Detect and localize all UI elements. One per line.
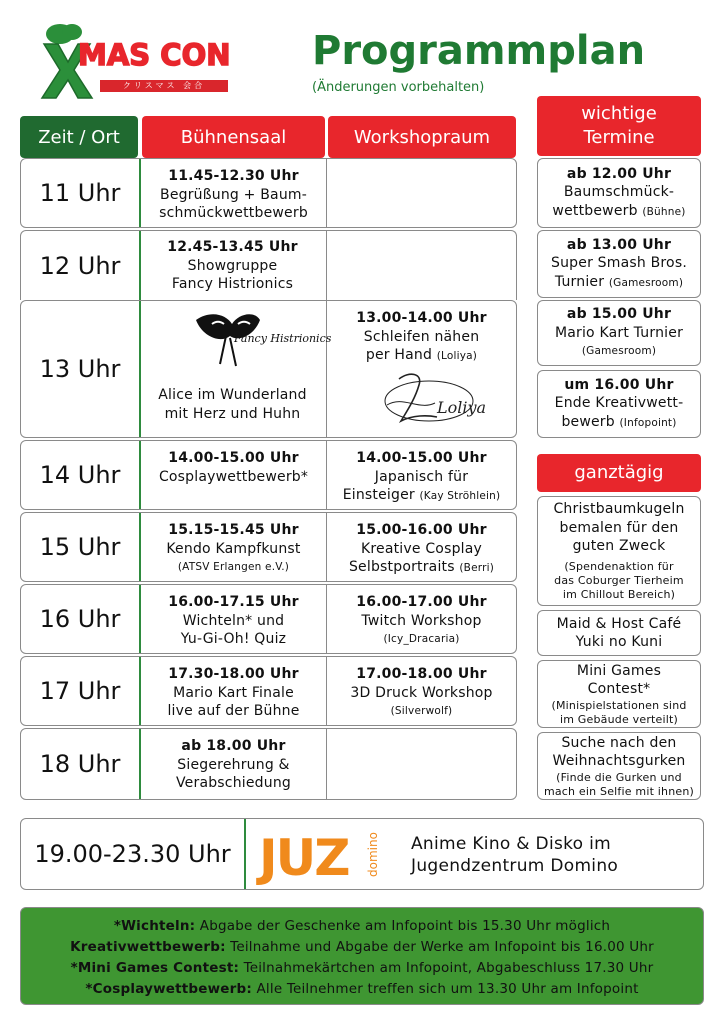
- event-time: 14.00-15.00 Uhr: [168, 450, 299, 466]
- event-time: 17.00-18.00 Uhr: [356, 666, 487, 682]
- stage-event: [141, 665, 326, 721]
- workshop-event: [327, 449, 516, 506]
- column-divider: [326, 231, 327, 300]
- footer-note: [21, 958, 703, 979]
- activity-note: im Chillout Bereich): [562, 587, 676, 601]
- termin-line: bewerb: [561, 413, 615, 430]
- event-time: 11.45-12.30 Uhr: [168, 168, 299, 184]
- event-time: 16.00-17.00 Uhr: [356, 594, 487, 610]
- time-label: 12 Uhr: [21, 231, 141, 300]
- activity-note: im Gebäude verteilt): [559, 712, 679, 726]
- column-divider: [326, 729, 327, 799]
- event-line: Schleifen nähen: [363, 328, 480, 345]
- xmascon-logo: [38, 22, 238, 102]
- activity-line: Weihnachtsgurken: [552, 753, 686, 769]
- footer-note: [21, 979, 703, 1000]
- evening-event: [20, 818, 704, 890]
- termin-line: wettbewerb: [552, 202, 638, 219]
- activity-note: (Finde die Gurken und: [556, 770, 682, 784]
- event-line: Showgruppe: [187, 257, 278, 274]
- ganztaegig-box: [537, 496, 701, 606]
- event-time: 13.00-14.00 Uhr: [356, 310, 487, 326]
- column-divider: [326, 159, 327, 227]
- event-time: 17.30-18.00 Uhr: [168, 666, 299, 682]
- stage-event: [141, 449, 326, 486]
- footer-note: [21, 916, 703, 937]
- termin-box: [537, 230, 701, 298]
- evening-line: Jugendzentrum Domino: [411, 856, 619, 876]
- loliya-logo: [379, 365, 487, 431]
- termin-line: Turnier: [554, 273, 605, 290]
- event-line: Selbstportraits: [348, 559, 455, 575]
- event-host: (Kay Ströhlein): [419, 490, 501, 502]
- footer-note-text: Teilnahme und Abgabe der Werke am Infopoint bis 16.00 Uhr: [225, 939, 654, 955]
- activity-line: Maid & Host Café: [556, 615, 682, 632]
- event-line: 3D Druck Workshop: [350, 684, 493, 701]
- header-workshopraum: Workshopraum: [328, 116, 516, 158]
- time-label: 18 Uhr: [21, 729, 141, 799]
- event-time: 12.45-13.45 Uhr: [167, 239, 298, 255]
- footer-note-text: Teilnahmekärtchen am Infopoint, Abgabeschluss 17.30 Uhr: [239, 960, 654, 976]
- footer-note-text: Alle Teilnehmer treffen sich um 13.30 Uhr am Infopoint: [252, 981, 639, 997]
- activity-line: Mini Games: [576, 662, 662, 679]
- stage-event: [140, 238, 325, 294]
- activity-line: Contest*: [587, 681, 651, 697]
- stage-event-continued: [140, 386, 325, 423]
- page-subtitle: (Änderungen vorbehalten): [312, 80, 485, 95]
- stage-event: [141, 167, 326, 223]
- time-label: 11 Uhr: [21, 159, 141, 227]
- fancy-histrionics-logo-text: Fancy Histrionics: [234, 332, 332, 345]
- time-label: 13 Uhr: [21, 301, 141, 437]
- termin-line: Super Smash Bros.: [551, 255, 687, 272]
- header-ganztaegig: ganztägig: [537, 454, 701, 492]
- activity-note: (Minispielstationen sind: [551, 698, 687, 712]
- juz-domino-logo: [259, 829, 389, 887]
- footer-note: [21, 937, 703, 958]
- footer-note-title: *Mini Games Contest:: [70, 960, 240, 976]
- event-line: Kendo Kampfkunst: [166, 540, 301, 557]
- termin-location: (Infopoint): [619, 416, 677, 429]
- event-line: live auf der Bühne: [167, 703, 300, 719]
- termin-box: [537, 300, 701, 366]
- ganztaegig-box: [537, 732, 701, 800]
- event-host: (ATSV Erlangen e.V.): [177, 561, 290, 573]
- workshop-event: [327, 593, 516, 649]
- event-line: Verabschiedung: [175, 775, 291, 791]
- termin-time: ab 12.00 Uhr: [566, 165, 672, 182]
- event-line: Alice im Wunderland: [158, 387, 307, 403]
- stage-event: [141, 737, 326, 793]
- activity-line: Suche nach den: [561, 734, 677, 751]
- event-line: Siegerehrung &: [177, 756, 290, 773]
- fancy-histrionics-logo: [190, 306, 332, 370]
- event-line: Wichteln* und: [182, 612, 285, 629]
- event-line: Begrüßung + Baum-: [160, 186, 307, 203]
- juz-logo-text: JUZ: [259, 829, 349, 887]
- ganztaegig-box: [537, 660, 701, 728]
- evening-time: 19.00-23.30 Uhr: [21, 819, 246, 889]
- event-host: (Berri): [459, 562, 495, 574]
- event-line: schmückwettbewerb: [159, 205, 308, 221]
- event-line: Yu-Gi-Oh! Quiz: [180, 631, 287, 647]
- event-time: ab 18.00 Uhr: [181, 738, 286, 754]
- event-host: (Icy_Dracaria): [383, 633, 460, 645]
- event-line: Fancy Histrionics: [171, 276, 294, 292]
- footer-note-title: Kreativwettbewerb:: [70, 939, 226, 955]
- footer-notes: [20, 907, 704, 1005]
- activity-note: mach ein Selfie mit ihnen): [543, 784, 695, 798]
- event-time: 15.00-16.00 Uhr: [356, 522, 487, 538]
- header-wichtige-termine: [537, 96, 701, 156]
- termin-time: ab 13.00 Uhr: [566, 236, 672, 253]
- evening-description: [411, 833, 618, 877]
- time-label: 15 Uhr: [21, 513, 141, 581]
- event-line: Mario Kart Finale: [173, 684, 294, 701]
- footer-note-title: *Wichteln:: [113, 918, 196, 934]
- footer-note-title: *Cosplaywettbewerb:: [85, 981, 252, 997]
- activity-line: guten Zweck: [572, 538, 666, 555]
- event-time: 14.00-15.00 Uhr: [356, 450, 487, 466]
- activity-note: das Coburger Tierheim: [554, 573, 684, 587]
- termin-time: ab 15.00 Uhr: [566, 306, 672, 323]
- event-host: (Loliya): [436, 350, 478, 362]
- event-line: Kreative Cosplay: [360, 540, 483, 557]
- header-wichtige-termine-line2: Termine: [583, 127, 655, 148]
- termin-box: [537, 158, 701, 228]
- time-label: 17 Uhr: [21, 657, 141, 725]
- header-buehnensaal: Bühnensaal: [142, 116, 325, 158]
- event-host: (Silverwolf): [390, 705, 453, 717]
- event-line: per Hand: [365, 347, 433, 363]
- termin-line: Ende Kreativwett-: [554, 395, 684, 412]
- time-label: 16 Uhr: [21, 585, 141, 653]
- workshop-event: [327, 309, 516, 366]
- logo-subtitle: クリスマス 会合: [100, 80, 228, 92]
- stage-event: [141, 593, 326, 649]
- termin-location: (Gamesroom): [581, 345, 657, 358]
- page-title: Programmplan: [312, 28, 646, 74]
- evening-line: Anime Kino & Disko im: [411, 834, 611, 854]
- event-line: Cosplaywettbewerb*: [158, 468, 309, 485]
- schedule-row-15: [20, 512, 517, 582]
- termin-location: (Gamesroom): [608, 276, 684, 289]
- logo-word: MAS CON: [78, 38, 231, 72]
- termin-box: [537, 370, 701, 438]
- schedule-row-16: [20, 584, 517, 654]
- workshop-event: [327, 521, 516, 578]
- event-line: Japanisch für: [374, 468, 469, 485]
- schedule-row-17: [20, 656, 517, 726]
- termin-line: Mario Kart Turnier: [554, 324, 684, 341]
- activity-line: Yuki no Kuni: [575, 634, 663, 650]
- event-line: Twitch Workshop: [361, 612, 482, 629]
- event-line: mit Herz und Huhn: [164, 405, 301, 422]
- schedule-row-14: [20, 440, 517, 510]
- event-line: Einsteiger: [342, 487, 415, 503]
- header-wichtige-termine-line1: wichtige: [581, 103, 657, 124]
- activity-line: Christbaumkugeln: [553, 501, 685, 518]
- time-label: 14 Uhr: [21, 441, 141, 509]
- ganztaegig-box: [537, 610, 701, 656]
- termin-location: (Bühne): [642, 205, 686, 218]
- activity-line: bemalen für den: [559, 519, 679, 536]
- event-time: 15.15-15.45 Uhr: [168, 522, 299, 538]
- domino-logo-text: domino: [366, 832, 380, 877]
- footer-note-text: Abgabe der Geschenke am Infopoint bis 15.30 Uhr möglich: [195, 918, 611, 934]
- termin-line: Baumschmück-: [563, 184, 675, 201]
- activity-note: (Spendenaktion für: [564, 559, 674, 573]
- termin-time: um 16.00 Uhr: [564, 376, 674, 393]
- schedule-row-11: [20, 158, 517, 228]
- event-time: 16.00-17.15 Uhr: [168, 594, 299, 610]
- stage-event: [141, 521, 326, 577]
- workshop-event: [327, 665, 516, 721]
- loliya-logo-text: Loliya: [437, 398, 487, 417]
- header-zeit-ort: Zeit / Ort: [20, 116, 138, 158]
- schedule-row-18: [20, 728, 517, 800]
